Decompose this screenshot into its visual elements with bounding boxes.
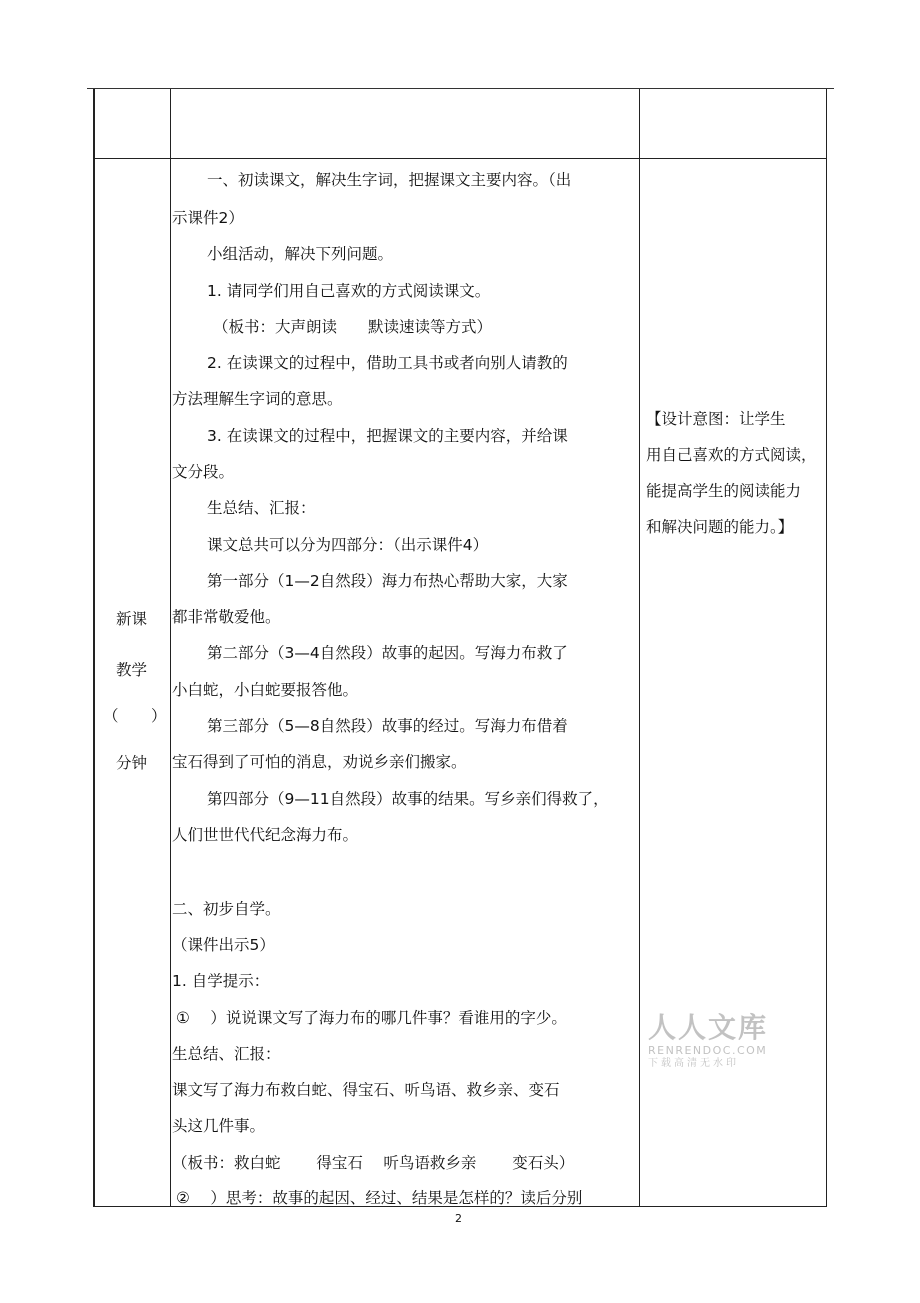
- table-right-border: [826, 89, 827, 1207]
- table-left-border: [93, 89, 95, 1207]
- main-line: 都非常敬爱他。: [172, 608, 281, 626]
- left-label-line1: 新课: [116, 610, 148, 628]
- watermark-title: 人人文库: [648, 1011, 769, 1044]
- left-label-paren-open: （: [103, 707, 119, 725]
- main-line: 宝石得到了可怕的消息，劝说乡亲们搬家。: [172, 753, 467, 771]
- design-note-line: 和解决问题的能力。】: [646, 518, 794, 536]
- watermark-tagline: 下载高清无水印: [648, 1058, 739, 1069]
- main-line: 头这几件事。: [172, 1117, 266, 1135]
- main-line: （课件出示5）: [172, 936, 275, 954]
- design-note-line: 能提高学生的阅读能力: [646, 482, 802, 500]
- main-line: 二、初步自学。: [172, 900, 281, 918]
- main-line: 第二部分（3—4自然段）故事的起因。写海力布救了: [207, 644, 568, 662]
- left-label-paren-close: ）: [151, 707, 167, 725]
- left-label-line4: 分钟: [116, 754, 148, 772]
- column-divider-right: [639, 89, 640, 1207]
- main-line: 生总结、汇报：: [207, 499, 316, 517]
- main-line: 课文写了海力布救白蛇、得宝石、听鸟语、救乡亲、变石: [172, 1081, 560, 1099]
- watermark-logo: [648, 1012, 773, 1070]
- main-line: 小白蛇，小白蛇要报答他。: [172, 681, 359, 699]
- main-line: 3. 在读课文的过程中，把握课文的主要内容，并给课: [207, 427, 568, 445]
- main-line: 第一部分（1—2自然段）海力布热心帮助大家，大家: [207, 572, 568, 590]
- main-line: 方法理解生字词的意思。: [172, 390, 343, 408]
- main-line: 课文总共可以分为四部分：（出示课件4）: [207, 536, 489, 554]
- main-line: 1. 请同学们用自己喜欢的方式阅读课文。: [207, 282, 491, 300]
- main-line: 文分段。: [172, 463, 235, 481]
- main-line: （板书：救白蛇 得宝石 听鸟语救乡亲 变石头）: [172, 1154, 575, 1172]
- main-line: 示课件2）: [172, 209, 244, 227]
- main-line: 第三部分（5—8自然段）故事的经过。写海力布借着: [207, 717, 568, 735]
- page-number: 2: [455, 1212, 462, 1225]
- main-line: ① ）说说课文写了海力布的哪几件事？看谁用的字少。: [176, 1009, 567, 1027]
- main-line: 生总结、汇报：: [172, 1045, 281, 1063]
- column-divider-left: [170, 89, 171, 1207]
- design-note-line: 用自己喜欢的方式阅读，: [646, 446, 817, 464]
- design-note-line: 【设计意图：让学生: [646, 410, 786, 428]
- left-label-line2: 教学: [116, 661, 148, 679]
- main-line: 2. 在读课文的过程中，借助工具书或者向别人请教的: [207, 354, 568, 372]
- watermark-domain: RENRENDOC.COM: [648, 1044, 768, 1057]
- main-line: ② ）思考：故事的起因、经过、结果是怎样的？读后分别: [176, 1189, 583, 1206]
- table-bottom-border: [93, 1206, 827, 1207]
- main-line: 人们世世代代纪念海力布。: [172, 826, 359, 844]
- main-line: 1. 自学提示：: [172, 972, 270, 990]
- main-line: 小组活动，解决下列问题。: [207, 245, 394, 263]
- main-line: （板书：大声朗读 默读速读等方式）: [213, 318, 493, 336]
- top-rule: [87, 88, 834, 89]
- row-divider: [93, 158, 827, 159]
- main-line: 一、初读课文，解决生字词，把握课文主要内容。（出: [207, 171, 572, 189]
- main-line: 第四部分（9—11自然段）故事的结果。写乡亲们得救了，: [207, 790, 609, 808]
